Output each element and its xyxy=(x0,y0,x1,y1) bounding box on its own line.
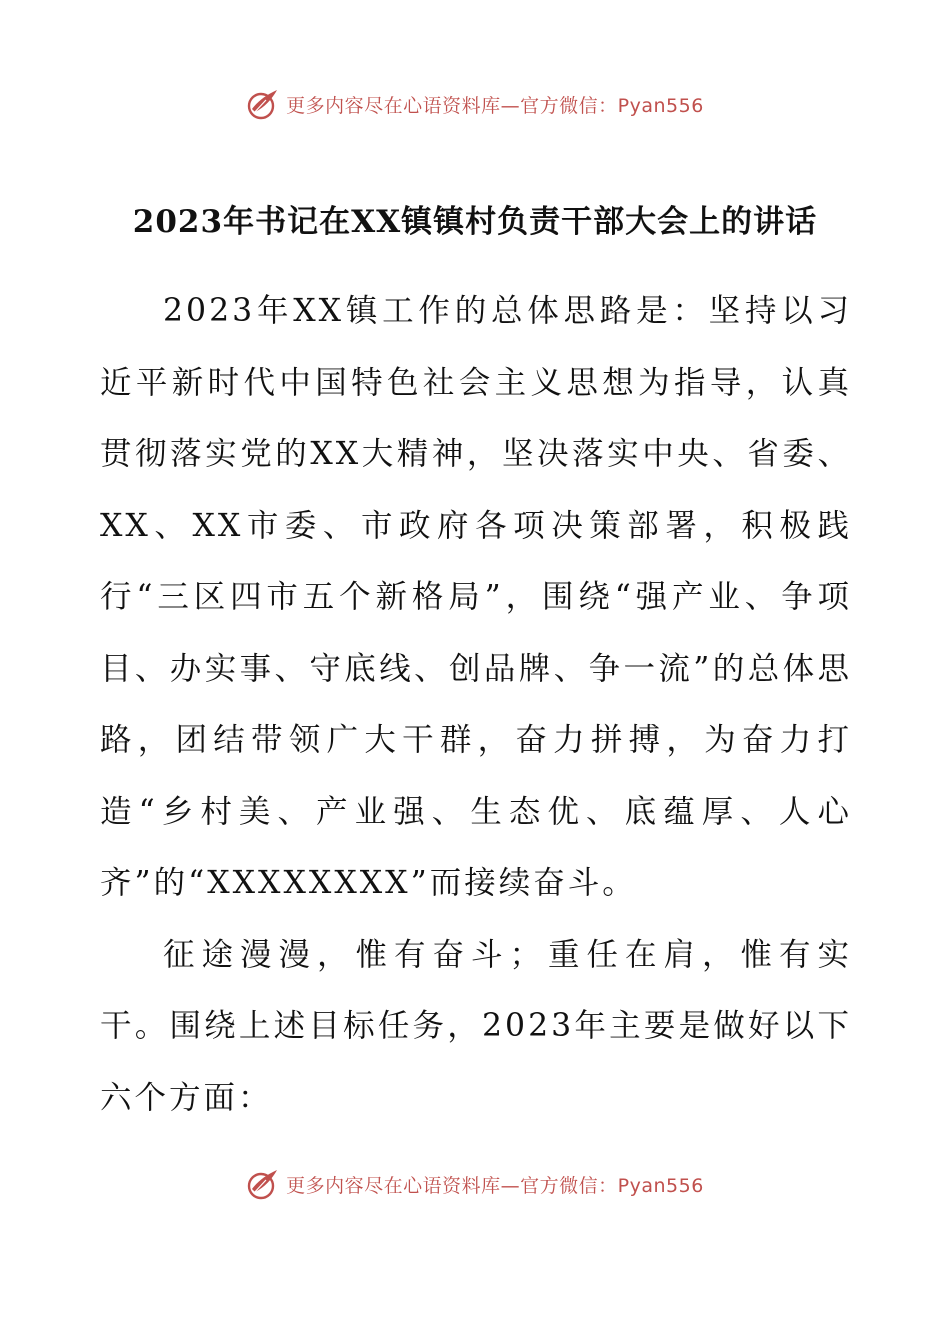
watermark-banner-top xyxy=(0,84,950,124)
watermark-text: 更多内容尽在心语资料库—官方微信：Pyan556 xyxy=(286,94,704,117)
quill-logo-icon xyxy=(246,1167,280,1201)
document-body xyxy=(100,276,852,1134)
watermark-banner-bottom xyxy=(0,1164,950,1204)
quill-logo-icon xyxy=(246,87,280,121)
body-paragraph: 2023年XX镇工作的总体思路是：坚持以习近平新时代中国特色社会主义思想为指导，认真贯彻落实党的XX大精神，坚决落实中央、省委、XX、XX市委、市政府各项决策部署，积极践行“三区四市五个新格局”，围绕“强产业、争项目、办实事、守底线、创品牌、争一流”的总体思路，团结带领广大干群，奋力拼搏，为奋力打造“乡村美、产业强、生态优、底蕴厚、人心齐”的“XXXXXXXX”而接续奋斗。 xyxy=(100,293,852,901)
body-paragraph: 征途漫漫，惟有奋斗；重任在肩，惟有实干。围绕上述目标任务，2023年主要是做好以下六个方面： xyxy=(100,936,852,1116)
document-title: 2023年书记在XX镇镇村负责干部大会上的讲话 xyxy=(132,204,818,240)
watermark-text: 更多内容尽在心语资料库—官方微信：Pyan556 xyxy=(286,1174,704,1197)
